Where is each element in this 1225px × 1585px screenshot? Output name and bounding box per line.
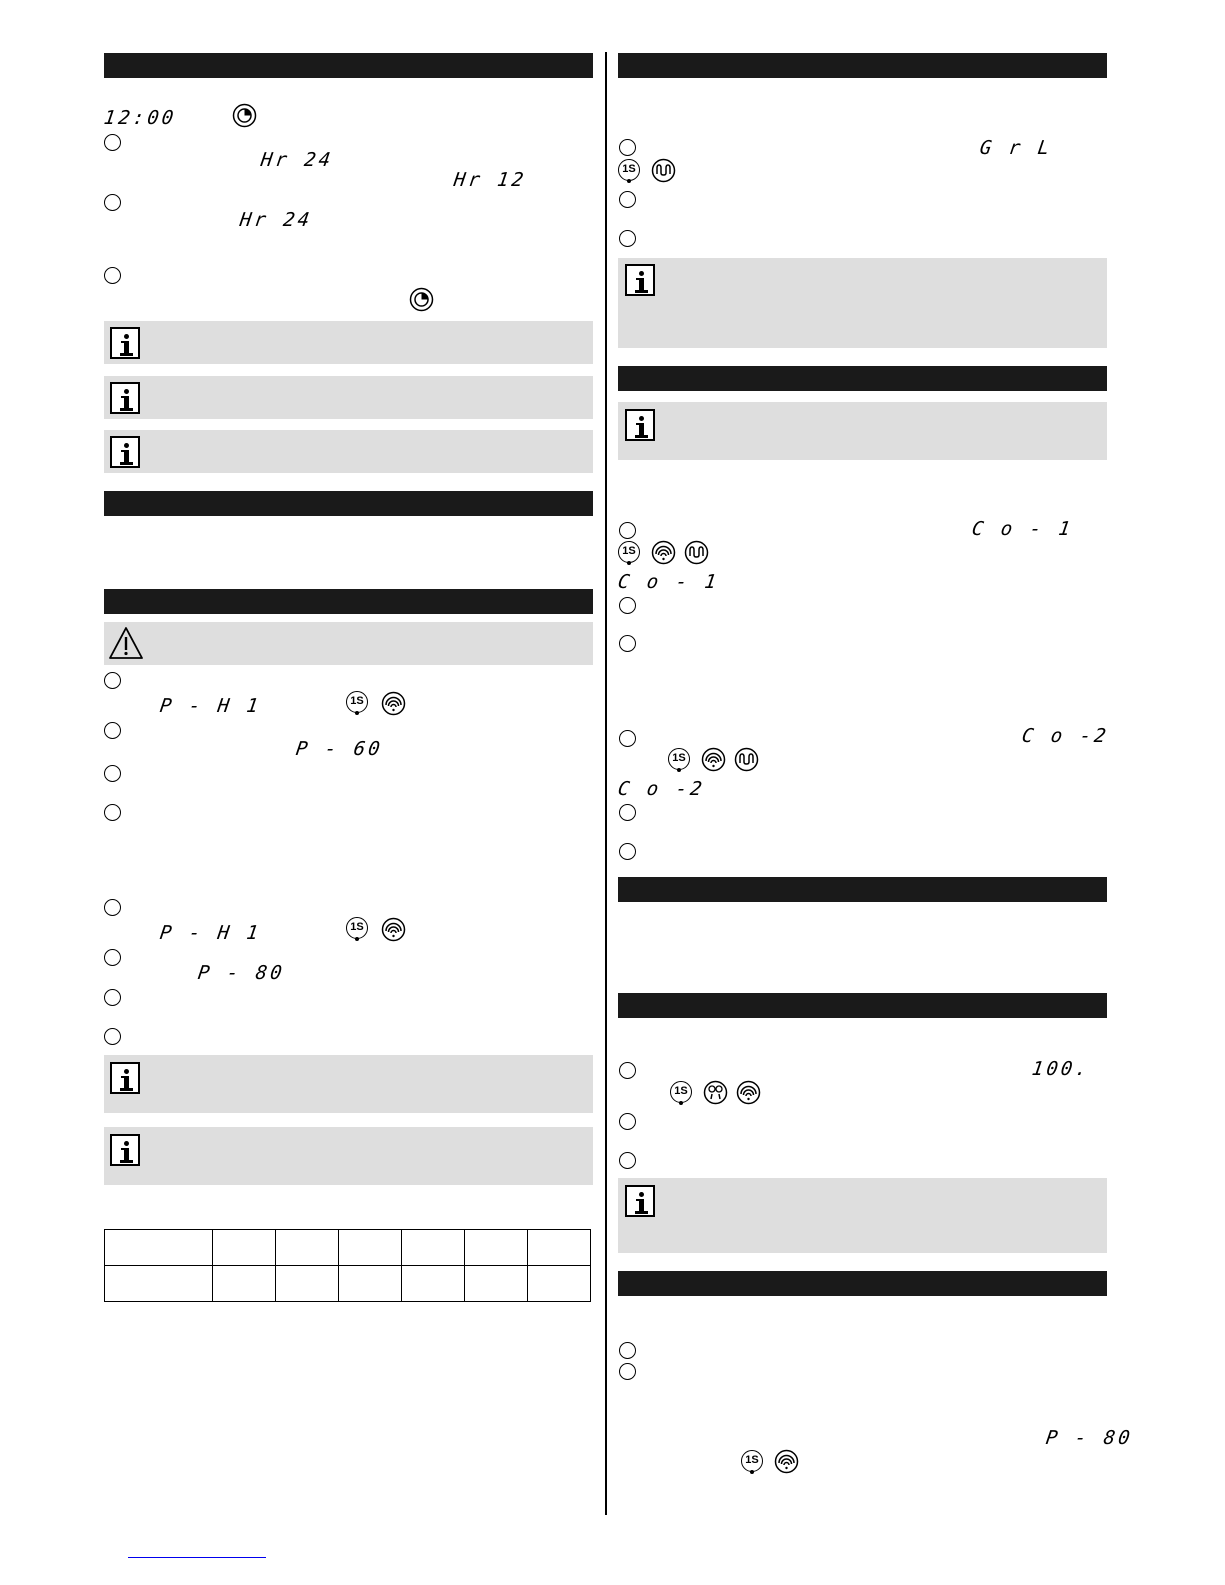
warning-icon — [108, 626, 144, 660]
table-cell — [528, 1266, 591, 1302]
table-cell — [276, 1266, 339, 1302]
table-cell — [339, 1230, 402, 1266]
steam-icon — [381, 917, 406, 942]
one-second-label: 1S — [622, 545, 636, 557]
step-marker-2 — [104, 949, 121, 966]
step-marker-1 — [104, 899, 121, 916]
table-cell — [213, 1230, 276, 1266]
lcd-hr24-b: Hr 24 — [238, 209, 314, 231]
info-note — [618, 402, 1107, 460]
table-cell — [276, 1230, 339, 1266]
section-bar — [618, 877, 1107, 902]
lcd-clock-default: 12:00 — [102, 107, 178, 129]
lcd-p-h1-a: P - H 1 — [158, 695, 263, 717]
info-note — [104, 1127, 593, 1185]
one-second-button-icon — [670, 1081, 692, 1103]
section-bar — [104, 589, 593, 614]
table-row — [105, 1266, 591, 1302]
info-icon — [110, 382, 140, 414]
lcd-p-80-a: P - 80 — [196, 962, 287, 984]
step-marker-2 — [619, 597, 636, 614]
one-second-button-icon — [346, 917, 368, 939]
lcd-value-100: 100. — [1030, 1058, 1092, 1080]
table-cell — [402, 1230, 465, 1266]
one-second-button-icon — [668, 748, 690, 770]
table-cell — [105, 1266, 213, 1302]
grill-icon — [684, 540, 709, 565]
step-marker-1 — [619, 1342, 636, 1359]
step-marker-2 — [619, 1363, 636, 1380]
section-bar — [618, 1271, 1107, 1296]
lcd-co2-a: C o -2 — [1020, 725, 1111, 747]
warning-note — [104, 622, 593, 665]
column-divider — [605, 52, 607, 1515]
table-cell — [465, 1266, 528, 1302]
section-bar — [618, 366, 1107, 391]
table-cell — [339, 1266, 402, 1302]
step-marker-2 — [619, 191, 636, 208]
grill-icon — [734, 747, 759, 772]
one-second-label: 1S — [674, 1085, 688, 1097]
info-note — [104, 1055, 593, 1113]
table-cell — [105, 1230, 213, 1266]
step-marker-4 — [104, 804, 121, 821]
table-cell — [213, 1266, 276, 1302]
step-marker-3 — [619, 1152, 636, 1169]
info-icon — [625, 1185, 655, 1217]
one-second-label: 1S — [350, 695, 364, 707]
step-marker-3 — [619, 843, 636, 860]
section-bar — [104, 491, 593, 516]
step-marker-2 — [104, 722, 121, 739]
step-marker-3 — [104, 989, 121, 1006]
step-marker-1 — [104, 134, 121, 151]
info-note — [618, 1178, 1107, 1253]
info-icon — [110, 1134, 140, 1166]
info-note — [618, 258, 1107, 348]
one-second-button-icon — [741, 1450, 763, 1472]
steam-icon — [736, 1080, 761, 1105]
defrost-icon — [703, 1080, 728, 1105]
step-marker-3 — [619, 230, 636, 247]
info-icon — [110, 327, 140, 359]
clock-icon — [232, 103, 257, 128]
step-marker-1 — [619, 1062, 636, 1079]
table-cell — [528, 1230, 591, 1266]
section-bar — [618, 993, 1107, 1018]
info-icon — [625, 409, 655, 441]
one-second-button-icon — [618, 159, 640, 181]
lcd-p-h1-b: P - H 1 — [158, 922, 263, 944]
info-note — [104, 321, 593, 364]
step-marker-2 — [619, 804, 636, 821]
one-second-label: 1S — [672, 752, 686, 764]
lcd-p-60: P - 60 — [294, 738, 385, 760]
lcd-grl: G r L — [978, 137, 1054, 159]
lcd-hr12: Hr 12 — [452, 169, 528, 191]
steam-icon — [774, 1449, 799, 1474]
info-icon — [110, 436, 140, 468]
info-note — [104, 376, 593, 419]
step-marker-1 — [619, 522, 636, 539]
step-marker-3 — [104, 267, 121, 284]
steam-icon — [701, 747, 726, 772]
one-second-button-icon — [618, 541, 640, 563]
step-marker-4 — [104, 1028, 121, 1045]
table-cell — [402, 1266, 465, 1302]
table-row — [105, 1230, 591, 1266]
link-underline[interactable] — [128, 1557, 266, 1558]
step-marker-2 — [619, 1113, 636, 1130]
section-bar-clock — [104, 53, 593, 78]
lcd-co1-a: C o - 1 — [970, 518, 1075, 540]
grill-icon — [651, 158, 676, 183]
step-marker-3 — [619, 635, 636, 652]
one-second-button-icon — [346, 691, 368, 713]
step-marker-1 — [619, 730, 636, 747]
info-icon — [625, 264, 655, 296]
step-marker-2 — [104, 194, 121, 211]
steam-icon — [381, 691, 406, 716]
step-marker-3 — [104, 765, 121, 782]
table-cell — [465, 1230, 528, 1266]
step-marker-1 — [619, 139, 636, 156]
one-second-label: 1S — [622, 163, 636, 175]
info-icon — [110, 1062, 140, 1094]
one-second-label: 1S — [350, 921, 364, 933]
lcd-co2-b: C o -2 — [616, 778, 707, 800]
section-bar — [618, 53, 1107, 78]
one-second-label: 1S — [745, 1454, 759, 1466]
info-note — [104, 430, 593, 473]
lcd-p-80-b: P - 80 — [1044, 1427, 1135, 1449]
lcd-co1-b: C o - 1 — [616, 571, 721, 593]
settings-table — [104, 1229, 591, 1302]
steam-icon — [651, 540, 676, 565]
step-marker-1 — [104, 672, 121, 689]
clock-icon — [409, 287, 434, 312]
lcd-hr24-a: Hr 24 — [259, 149, 335, 171]
